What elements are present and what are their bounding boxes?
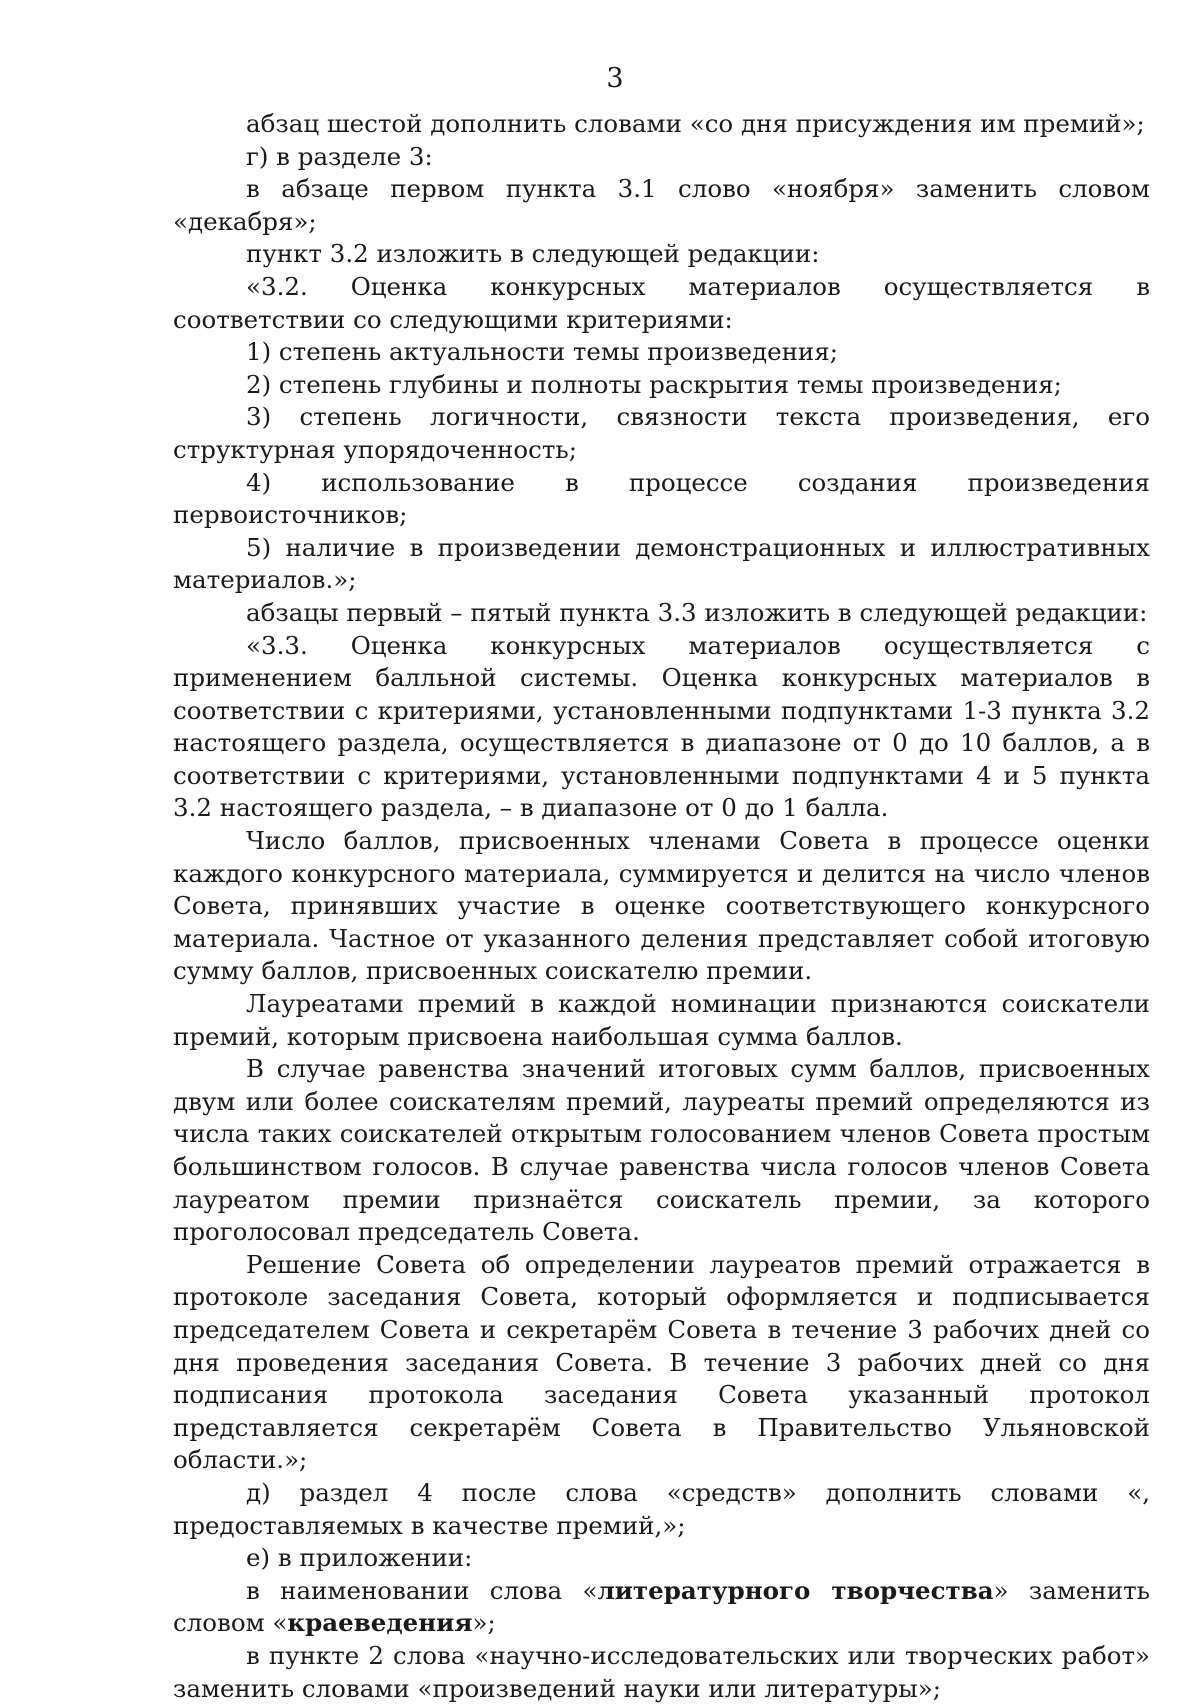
naming-bold-old-term: литературного творчества xyxy=(597,1575,994,1605)
paragraph: 1) степень актуальности темы произведения; xyxy=(246,337,838,367)
paragraph: 5) наличие в произведении демонстрационных и иллюстративных материалов.»; xyxy=(173,532,1150,595)
paragraph: 3) степень логичности, связности текста произведения, его структурная упорядоченность; xyxy=(173,402,1150,464)
naming-text-after: »; xyxy=(472,1608,496,1638)
document-body xyxy=(173,108,1150,1705)
paragraph: «3.2. Оценка конкурсных материалов осуществляется в соответствии со следующими критериями: xyxy=(173,271,1150,334)
naming-text-middle: » заменить словом « xyxy=(173,1575,1150,1638)
paragraph: 4) использование в процессе создания произведения первоисточников; xyxy=(173,467,1150,530)
paragraph: Число баллов, присвоенных членами Совета в процессе оценки каждого конкурсного материала, суммируется и делится на число членов Совета, принявших участие в оценке соответствующего конкурсного материала. Частное от указанного деления представляет собой итоговую сумму баллов, присвоенных соискателю премии. xyxy=(173,826,1150,986)
naming-bold-new-term: краеведения xyxy=(287,1608,473,1638)
naming-text-before: в наименовании слова « xyxy=(246,1575,598,1605)
paragraph: Лауреатами премий в каждой номинации признаются соискатели премий, которым присвоена наибольшая сумма баллов. xyxy=(173,989,1150,1051)
paragraph: абзац шестой дополнить словами «со дня присуждения им премий»; xyxy=(246,109,1145,138)
paragraph: в пункте 2 слова «научно-исследовательских или творческих работ» заменить словами «произведений науки или литературы»; xyxy=(173,1640,1150,1703)
paragraph: В случае равенства значений итоговых сумм баллов, присвоенных двум или более соискателям премий, лауреаты премий определяются из числа таких соискателей открытым голосованием членов Совета простым большинством голосов. В случае равенства числа голосов членов Совета лауреатом премии признаётся соискатель премии, за которого проголосовал председатель Совета. xyxy=(173,1054,1150,1247)
paragraph: е) в приложении: xyxy=(246,1543,473,1573)
paragraph: «3.3. Оценка конкурсных материалов осуществляется с применением балльной системы. Оценка конкурсных материалов в соответствии с критериями, установленными подпунктами 1-3 пункта 3.2 настоящего раздела, осуществляется в диапазоне от 0 до 10 баллов, а в соответствии с критериями, установленными подпунктами 4 и 5 пункта 3.2 настоящего раздела, – в диапазоне от 0 до 1 балла. xyxy=(173,630,1150,823)
paragraph: пункт 3.2 изложить в следующей редакции: xyxy=(246,239,820,269)
paragraph: в абзаце первом пункта 3.1 слово «ноября» заменить словом «декабря»; xyxy=(173,174,1150,236)
page-number: 3 xyxy=(606,63,624,94)
paragraph: 2) степень глубины и полноты раскрытия темы произведения; xyxy=(246,369,1062,399)
paragraph: г) в разделе 3: xyxy=(246,141,433,171)
paragraph: Решение Совета об определении лауреатов премий отражается в протоколе заседания Совета, который оформляется и подписывается председателем Совета и секретарём Совета в течение 3 рабочих дней со дня проведения заседания Совета. В течение 3 рабочих дней со дня подписания протокола заседания Совета указанный протокол представляется секретарём Совета в Правительство Ульяновской области.»; xyxy=(173,1249,1150,1475)
paragraph: д) раздел 4 после слова «средств» дополнить словами «, предоставляемых в качестве премий,»; xyxy=(173,1477,1150,1540)
paragraph: абзацы первый – пятый пункта 3.3 изложить в следующей редакции: xyxy=(246,597,1148,627)
paragraph-naming xyxy=(173,1575,1150,1640)
